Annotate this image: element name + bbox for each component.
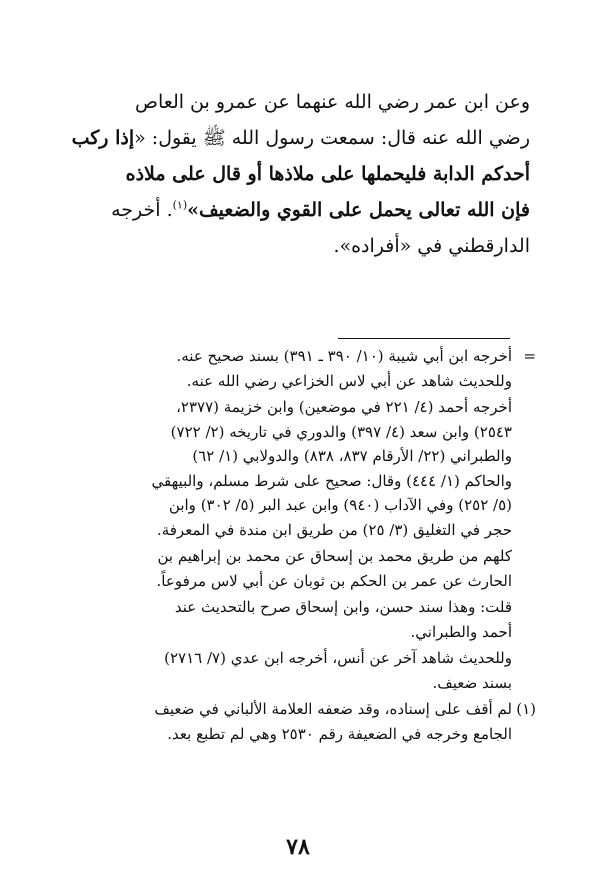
footnote-divider bbox=[338, 338, 510, 339]
footnote-line: وللحديث شاهد آخر عن أنس، أخرجه ابن عدي (٧/ ٢٧١٦) bbox=[164, 649, 512, 667]
footnote-line: والطبراني (٢٢/ الأرقام ٨٣٧، ٨٣٨) والدولابي (١/ ٦٢) bbox=[192, 447, 512, 465]
footnote-line: (٥/ ٢٥٢) وفي الآداب (٩٤٠) وابن عبد البر (٥/ ٣٠٢) وابن bbox=[168, 496, 512, 514]
footnote-body bbox=[56, 697, 512, 746]
footnote-line: وللحديث شاهد عن أبي لاس الخزاعي رضي الله عنه. bbox=[186, 371, 512, 390]
footnote-continuation bbox=[56, 344, 536, 697]
footnote-line: والحاكم (١/ ٤٤٤) وقال: صحيح على شرط مسلم، والبيهقي bbox=[151, 471, 512, 490]
main-line-text: رضي الله عنه قال: سمعت رسول الله ﷺ يقول: « bbox=[134, 127, 530, 149]
footnote-line: الجامع وخرجه في الضعيفة رقم ٢٥٣٠ وهي لم تطبع بعد. bbox=[167, 724, 512, 743]
footnote-ref[interactable]: (١) bbox=[172, 198, 188, 212]
footnote-line: كلهم من طريق محمد بن إسحاق عن محمد بن إبراهيم بن bbox=[157, 547, 512, 565]
footnotes bbox=[56, 344, 536, 746]
footnote-line: أخرجه ابن أبي شيبة (١٠/ ٣٩٠ ـ ٣٩١) بسند صحيح عنه. bbox=[176, 347, 512, 365]
main-line-text: . أخرجه bbox=[111, 199, 173, 221]
footnote-line: حجر في التغليق (٣/ ٢٥) من طريق ابن مندة في المعرفة. bbox=[156, 520, 512, 539]
main-line bbox=[60, 120, 530, 156]
continuation-marker: = bbox=[523, 347, 536, 365]
footnote-line: أخرجه أحمد (٤/ ٢٢١ في موضعين) وابن خزيمة (٢٣٧٧، bbox=[176, 398, 512, 416]
main-line: وعن ابن عمر رضي الله عنهما عن عمرو بن العاص bbox=[135, 91, 530, 113]
page-number: ٧٨ bbox=[286, 834, 310, 860]
footnote-line: ٢٥٤٣) وابن سعد (٤/ ٣٩٧) والدوري في تاريخه (٢/ ٧٢٢) bbox=[170, 422, 512, 441]
footnote-line: الحارث عن عمر بن الحكم بن ثوبان عن أبي لاس مرفوعاً. bbox=[156, 571, 512, 590]
footnote-line: بسند ضعيف. bbox=[432, 673, 512, 692]
footnote-number: (١) bbox=[516, 700, 536, 718]
hadith-line: أحدكم الدابة فليحملها على ملاذها أو قال على ملاذه bbox=[125, 163, 530, 185]
main-line bbox=[60, 192, 530, 228]
hadith-text: فإن الله تعالى يحمل على القوي والضعيف» bbox=[187, 199, 530, 221]
hadith-text: إذا ركب bbox=[71, 127, 135, 149]
footnote-body bbox=[56, 344, 512, 697]
footnote-line: قلت: وهذا سند حسن، وابن إسحاق صرح بالتحديث عند bbox=[174, 598, 512, 616]
main-line: الدارقطني في «أفراده». bbox=[333, 235, 530, 257]
footnote-1 bbox=[56, 697, 536, 746]
main-text bbox=[60, 84, 530, 264]
footnote-line: لم أقف على إسناده، وقد ضعفه العلامة الألباني في ضعيف bbox=[154, 700, 512, 718]
footnote-line: أحمد والطبراني. bbox=[410, 622, 512, 641]
